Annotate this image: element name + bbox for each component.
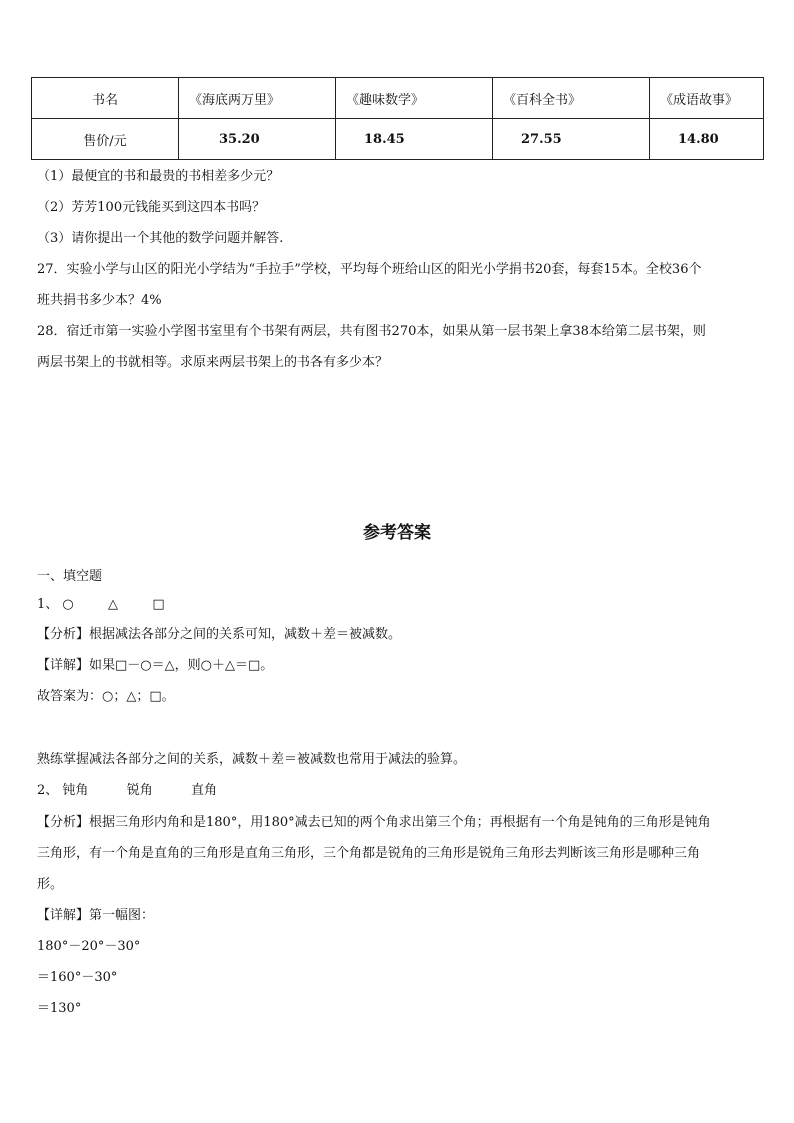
answer-2-line [37,783,762,799]
answer-2-word: 锐角 [126,783,153,798]
answer-2-word: 钝角 [62,783,89,798]
triangle-symbol: △ [108,597,119,612]
table-cell: 14.80 [650,119,764,160]
answers-title: 参考答案 [363,523,431,543]
answer-2-analysis-line-2: 三角形，有一个角是直角的三角形是直角三角形，三个角都是锐角的三角形是锐角三角形去判断该三角形是哪种三角 [37,846,701,861]
problem-28-line-2: 两层书架上的书就相等。求原来两层书架上的书各有多少本？ [37,355,389,370]
answer-1-analysis: 【分析】根据减法各部分之间的关系可知，减数＋差＝被减数。 [37,627,402,642]
table-cell: 《海底两万里》 [179,78,336,119]
problem-27-line-2: 班共捐书多少本？4% [37,293,162,308]
answer-2-analysis-line-1: 【分析】根据三角形内角和是180°，用180°减去已知的两个角求出第三个角；再根据有一个角是钝角的三角形是钝角 [37,815,711,830]
question-3: （3）请你提出一个其他的数学问题并解答. [37,231,284,246]
answer-2-detail: 【详解】第一幅图： [37,908,155,923]
problem-27-line-1: 27．实验小学与山区的阳光小学结为“手拉手”学校，平均每个班给山区的阳光小学捐书20套，每套15本。全校36个 [37,262,702,277]
answer-2-word: 直角 [191,783,218,798]
question-2: （2）芳芳100元钱能买到这四本书吗？ [37,200,266,215]
table-header-row [32,78,764,119]
book-price-table [31,77,764,160]
table-cell: 《成语故事》 [650,78,764,119]
problem-28-line-1: 28．宿迁市第一实验小学图书室里有个书架有两层，共有图书270本，如果从第一层书架上拿38本给第二层书架，则 [37,324,706,339]
section-heading: 一、填空题 [37,569,103,584]
table-cell: 18.45 [336,119,493,160]
circle-symbol: ○ [62,597,74,612]
answer-2-label: 2、 [37,783,59,798]
table-cell: 35.20 [179,119,336,160]
square-symbol: □ [152,597,165,612]
table-cell: 《百科全书》 [493,78,650,119]
calculation-line-1: 180°－20°－30° [37,939,141,954]
table-cell: 售价/元 [32,119,179,160]
calculation-line-3: ＝130° [37,1001,82,1016]
calculation-line-2: ＝160°－30° [37,970,118,985]
question-1: （1）最便宜的书和最贵的书相差多少元？ [37,169,280,184]
table-value-row [32,119,764,160]
answer-1-line [37,597,762,613]
table-cell: 《趣味数学》 [336,78,493,119]
answer-1-detail: 【详解】如果□－○＝△，则○＋△＝□。 [37,658,274,673]
answer-1-label: 1、 [37,597,59,612]
table-cell: 书名 [32,78,179,119]
table-cell: 27.55 [493,119,650,160]
answer-2-analysis-line-3: 形。 [37,877,64,892]
answer-1-note: 熟练掌握减法各部分之间的关系，减数＋差＝被减数也常用于减法的验算。 [37,752,467,767]
answer-1-result: 故答案为：○；△；□。 [37,689,175,704]
